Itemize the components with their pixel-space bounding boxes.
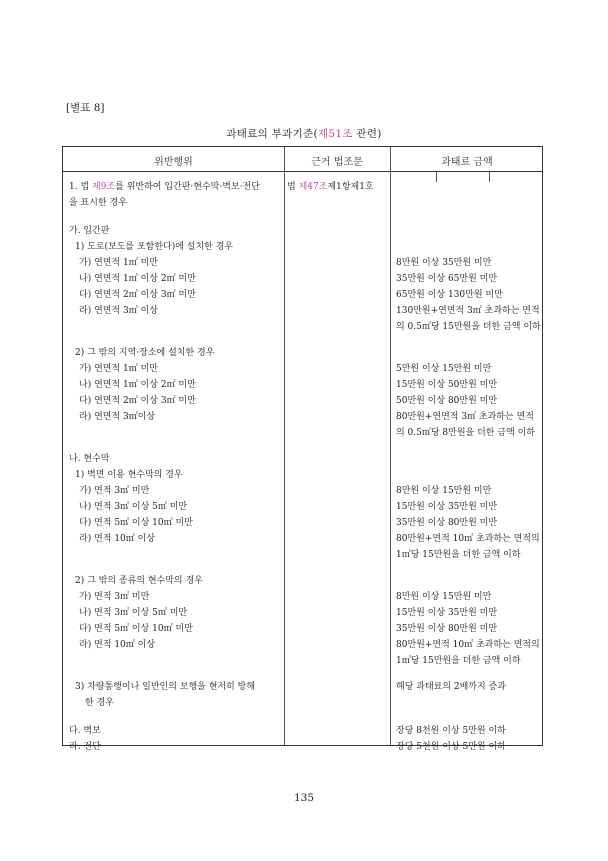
amount-cell: 장당 5천원 이상 5만원 이하 xyxy=(396,742,506,752)
annex-label: [별표 8] xyxy=(66,102,105,114)
column-divider xyxy=(284,147,285,745)
amount-cell: 35만원 이상 80만원 미만 xyxy=(396,518,498,528)
violation-cell: 라) 면적 10㎡ 이상 xyxy=(79,640,156,650)
document-title xyxy=(0,126,608,141)
violation-cell: 다) 연면적 2㎡ 이상 3㎡ 미만 xyxy=(79,290,196,300)
violation-cell: 1) 도로(보도를 포함한다)에 설치한 경우 xyxy=(75,242,234,252)
header-penalty-amount: 과태료 금액 xyxy=(441,157,493,168)
violation-cell: 라) 연면적 3㎡이상 xyxy=(79,412,156,422)
amount-cell: 65만원 이상 130만원 미만 xyxy=(396,290,503,300)
legal-basis: 법 제47조제1항제1호 xyxy=(287,182,374,192)
violation-cell: 가) 연면적 1㎡ 미만 xyxy=(79,364,158,374)
violation-cell: 라. 전단 xyxy=(69,742,101,752)
amount-cell: 8만원 이상 15만원 미만 xyxy=(396,486,492,496)
violation-cell: 2) 그 밖의 종류의 현수막의 경우 xyxy=(75,576,203,586)
violation-cell: 나) 면적 3㎡ 이상 5㎡ 미만 xyxy=(79,608,188,618)
column-divider xyxy=(390,147,391,745)
header-legal-basis: 근거 법조문 xyxy=(311,157,363,168)
violation-cell: 다) 면적 5㎡ 이상 10㎡ 미만 xyxy=(79,518,193,528)
header-divider xyxy=(63,171,542,172)
violation-cell: 가) 면적 3㎡ 미만 xyxy=(79,592,150,602)
header-violation: 위반행위 xyxy=(154,157,193,168)
amount-cell: 1㎡당 15만원을 더한 금액 이하 xyxy=(396,550,521,560)
violation-cell: 가) 면적 3㎡ 미만 xyxy=(79,486,150,496)
amount-cell: 15만원 이상 35만원 미만 xyxy=(396,608,498,618)
header-tick xyxy=(489,171,490,182)
violation-cell: 다) 연면적 2㎡ 이상 3㎡ 미만 xyxy=(79,396,196,406)
violation-cell: 나) 면적 3㎡ 이상 5㎡ 미만 xyxy=(79,502,188,512)
article-47-link[interactable]: 제47조 xyxy=(298,182,328,192)
violation-cell: 3) 차량통행이나 일반인의 보행을 현저히 방해 xyxy=(75,682,256,692)
violation-main-line2: 을 표시한 경우 xyxy=(69,198,127,208)
violation-cell: 한 경우 xyxy=(85,698,114,708)
article-9-link[interactable]: 제9조 xyxy=(92,182,116,192)
violation-cell: 다) 면적 5㎡ 이상 10㎡ 미만 xyxy=(79,624,193,634)
violation-cell: 나) 연면적 1㎡ 이상 2㎡ 미만 xyxy=(79,274,196,284)
page-number: 135 xyxy=(293,792,315,804)
amount-cell: 해당 과태료의 2배까지 증과 xyxy=(396,682,506,692)
amount-cell: 15만원 이상 35만원 미만 xyxy=(396,502,498,512)
amount-cell: 35만원 이상 65만원 미만 xyxy=(396,274,498,284)
title-prefix: 과태료의 부과기준( xyxy=(226,128,318,140)
amount-cell: 의 0.5㎡당 15만원을 더한 금액 이하 xyxy=(396,322,541,332)
violation-main-line1: 1. 법 제9조를 위반하여 입간판·현수막·벽보·전단 xyxy=(69,182,260,192)
amount-cell: 8만원 이상 35만원 미만 xyxy=(396,258,492,268)
amount-cell: 80만원+면적 10㎡ 초과하는 면적의 xyxy=(396,640,540,650)
violation-cell: 1) 벽면 이용 현수막의 경우 xyxy=(75,470,183,480)
amount-cell: 130만원+연면적 3㎡ 초과하는 면적 xyxy=(396,306,540,316)
amount-cell: 장당 8천원 이상 5만원 이하 xyxy=(396,726,506,736)
article-link[interactable]: 제51조 xyxy=(317,128,353,140)
violation-cell: 라) 면적 10㎡ 이상 xyxy=(79,534,156,544)
violation-cell: 다. 벽보 xyxy=(69,726,101,736)
amount-cell: 의 0.5㎡당 8만원을 더한 금액 이하 xyxy=(396,428,535,438)
violation-cell: 2) 그 밖의 지역·장소에 설치한 경우 xyxy=(75,348,215,358)
amount-cell: 35만원 이상 80만원 미만 xyxy=(396,624,498,634)
violation-cell: 나) 연면적 1㎡ 이상 2㎡ 미만 xyxy=(79,380,196,390)
amount-cell: 50만원 이상 80만원 미만 xyxy=(396,396,498,406)
violation-cell: 라) 연면적 3㎡ 이상 xyxy=(79,306,158,316)
violation-cell: 나. 현수막 xyxy=(69,454,110,464)
header-tick xyxy=(436,171,437,182)
title-suffix: 관련) xyxy=(352,128,382,140)
violation-cell: 가. 입간판 xyxy=(69,226,110,236)
amount-cell: 80만원+면적 10㎡ 초과하는 면적의 xyxy=(396,534,540,544)
amount-cell: 1㎡당 15만원을 더한 금액 이하 xyxy=(396,656,521,666)
violation-cell: 가) 연면적 1㎡ 미만 xyxy=(79,258,158,268)
penalty-table xyxy=(62,146,543,752)
amount-cell: 15만원 이상 50만원 미만 xyxy=(396,380,498,390)
amount-cell: 5만원 이상 15만원 미만 xyxy=(396,364,492,374)
amount-cell: 8만원 이상 15만원 미만 xyxy=(396,592,492,602)
amount-cell: 80만원+연면적 3㎡ 초과하는 면적 xyxy=(396,412,534,422)
